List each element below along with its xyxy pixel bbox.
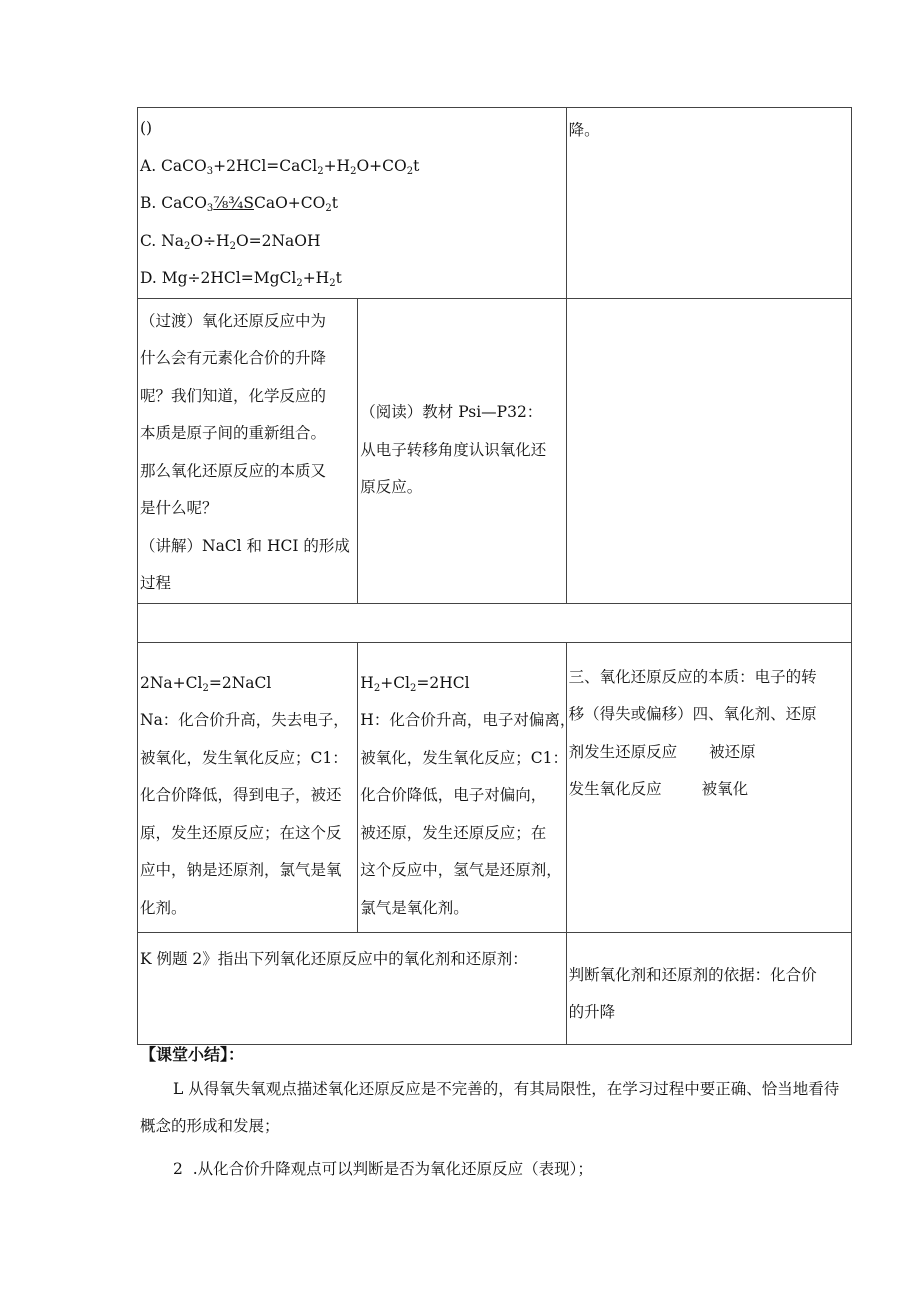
hcl-line: 化合价降低，电子对偏向， bbox=[360, 786, 547, 804]
basis-line: 判断氧化剂和还原剂的依据：化合价 bbox=[568, 965, 817, 984]
summary-paragraph-1: L 从得氧失氧观点描述氧化还原反应是不完善的，有其局限性，在学习过程中要正确、恰当地看待概念的形成和发展； bbox=[140, 1080, 840, 1135]
choice-c: C. $Na_2O\div H_2O=2NaOH$ bbox=[140, 231, 321, 252]
nacl-line: 化剂。 bbox=[140, 898, 187, 917]
teacher-line: （过渡）氧化还原反应中为 bbox=[140, 311, 327, 330]
essence-cell bbox=[566, 642, 851, 932]
hcl-cell bbox=[358, 642, 576, 932]
table-row-choices bbox=[138, 108, 852, 299]
nacl-line: 被氧化，发生氧化反应；C1： bbox=[140, 748, 348, 767]
note-cell bbox=[566, 108, 851, 299]
choice-a: A. $CaCO_3+2HCl=CaCl_2+H_2O+CO_2t$ bbox=[140, 156, 420, 177]
empty-row-cell bbox=[138, 603, 852, 642]
basis-line: 的升降 bbox=[568, 1003, 616, 1021]
note-text: 降。 bbox=[568, 121, 600, 139]
lesson-table bbox=[137, 107, 852, 1045]
teacher-line: 是什么呢？ bbox=[140, 499, 218, 517]
nacl-line: 原，发生还原反应；在这个反 bbox=[140, 823, 342, 842]
teacher-line: 本质是原子间的重新组合。 bbox=[140, 424, 327, 442]
example2-text: K 例题 2》指出下列氧化还原反应中的氧化剂和还原剂： bbox=[140, 949, 528, 968]
student-line: （阅读）教材 Psi—P32： bbox=[360, 403, 543, 422]
nacl-line: Na：化合价升高，失去电子， bbox=[140, 711, 349, 729]
essence-line bbox=[569, 734, 850, 772]
nacl-equation: $2Na+Cl_2=2NaCl$ bbox=[140, 673, 272, 694]
choices-cell bbox=[138, 108, 567, 299]
summary-item-number: 2 bbox=[173, 1160, 183, 1178]
student-line: 从电子转移角度认识氧化还 bbox=[360, 440, 547, 459]
table-row-empty bbox=[138, 603, 852, 642]
teacher-cell bbox=[138, 298, 358, 603]
choice-d: D. $Mg\div 2HCl=MgCl_2+H_2t$ bbox=[140, 269, 342, 289]
teacher-line: （讲解）NaCl 和 HCI 的形成 bbox=[140, 536, 350, 555]
essence-reduced: 被还原 bbox=[709, 742, 756, 761]
hcl-line: 氯气是氧化剂。 bbox=[360, 898, 469, 917]
teacher-line: 什么会有元素化合价的升降 bbox=[140, 349, 327, 367]
essence-line: 三、氧化还原反应的本质：电子的转 bbox=[568, 667, 817, 686]
hcl-equation: $H_2+Cl_2=2HCl$ bbox=[360, 673, 470, 694]
table-row-example2 bbox=[138, 932, 852, 1044]
student-line: 原反应。 bbox=[360, 478, 423, 497]
basis-cell bbox=[566, 932, 851, 1044]
summary-item-text: .从化合价升降观点可以判断是否为氧化还原反应（表现）； bbox=[192, 1160, 593, 1178]
question-blank: () bbox=[140, 119, 153, 137]
essence-reduction: 剂发生还原反应 bbox=[568, 742, 678, 761]
essence-line: 移（得失或偏移）四、氧化剂、还原 bbox=[568, 705, 817, 723]
essence-line bbox=[569, 771, 850, 809]
teacher-line: 呢？我们知道，化学反应的 bbox=[140, 386, 327, 405]
student-cell bbox=[358, 298, 566, 603]
teacher-line: 那么氧化还原反应的本质又 bbox=[140, 461, 327, 480]
summary-paragraph-2 bbox=[140, 1151, 852, 1188]
teacher-line: 过程 bbox=[140, 574, 172, 592]
hcl-line: H：化合价升高，电子对偏离， bbox=[360, 711, 576, 729]
hcl-line: 被还原，发生还原反应；在 bbox=[360, 823, 547, 842]
example2-cell bbox=[138, 932, 567, 1044]
summary-heading: 【课堂小结】： bbox=[140, 1045, 245, 1064]
nacl-cell bbox=[138, 642, 358, 932]
empty-cell bbox=[566, 298, 851, 603]
essence-oxidation: 发生氧化反应 bbox=[568, 780, 662, 798]
hcl-line: 这个反应中，氢气是还原剂， bbox=[360, 861, 562, 879]
table-row-transition bbox=[138, 298, 852, 603]
hcl-line: 被氧化，发生氧化反应；C1： bbox=[360, 748, 569, 767]
choice-b: B. $CaCO_3\frac{7}{8}\frac{3}{4}SCaO+CO_2t$ bbox=[140, 194, 338, 214]
table-row-examples bbox=[138, 642, 852, 932]
nacl-line: 应中，钠是还原剂，氯气是氧 bbox=[140, 861, 342, 879]
nacl-line: 化合价降低，得到电子，被还 bbox=[140, 786, 342, 804]
essence-oxidized: 被氧化 bbox=[701, 780, 749, 798]
